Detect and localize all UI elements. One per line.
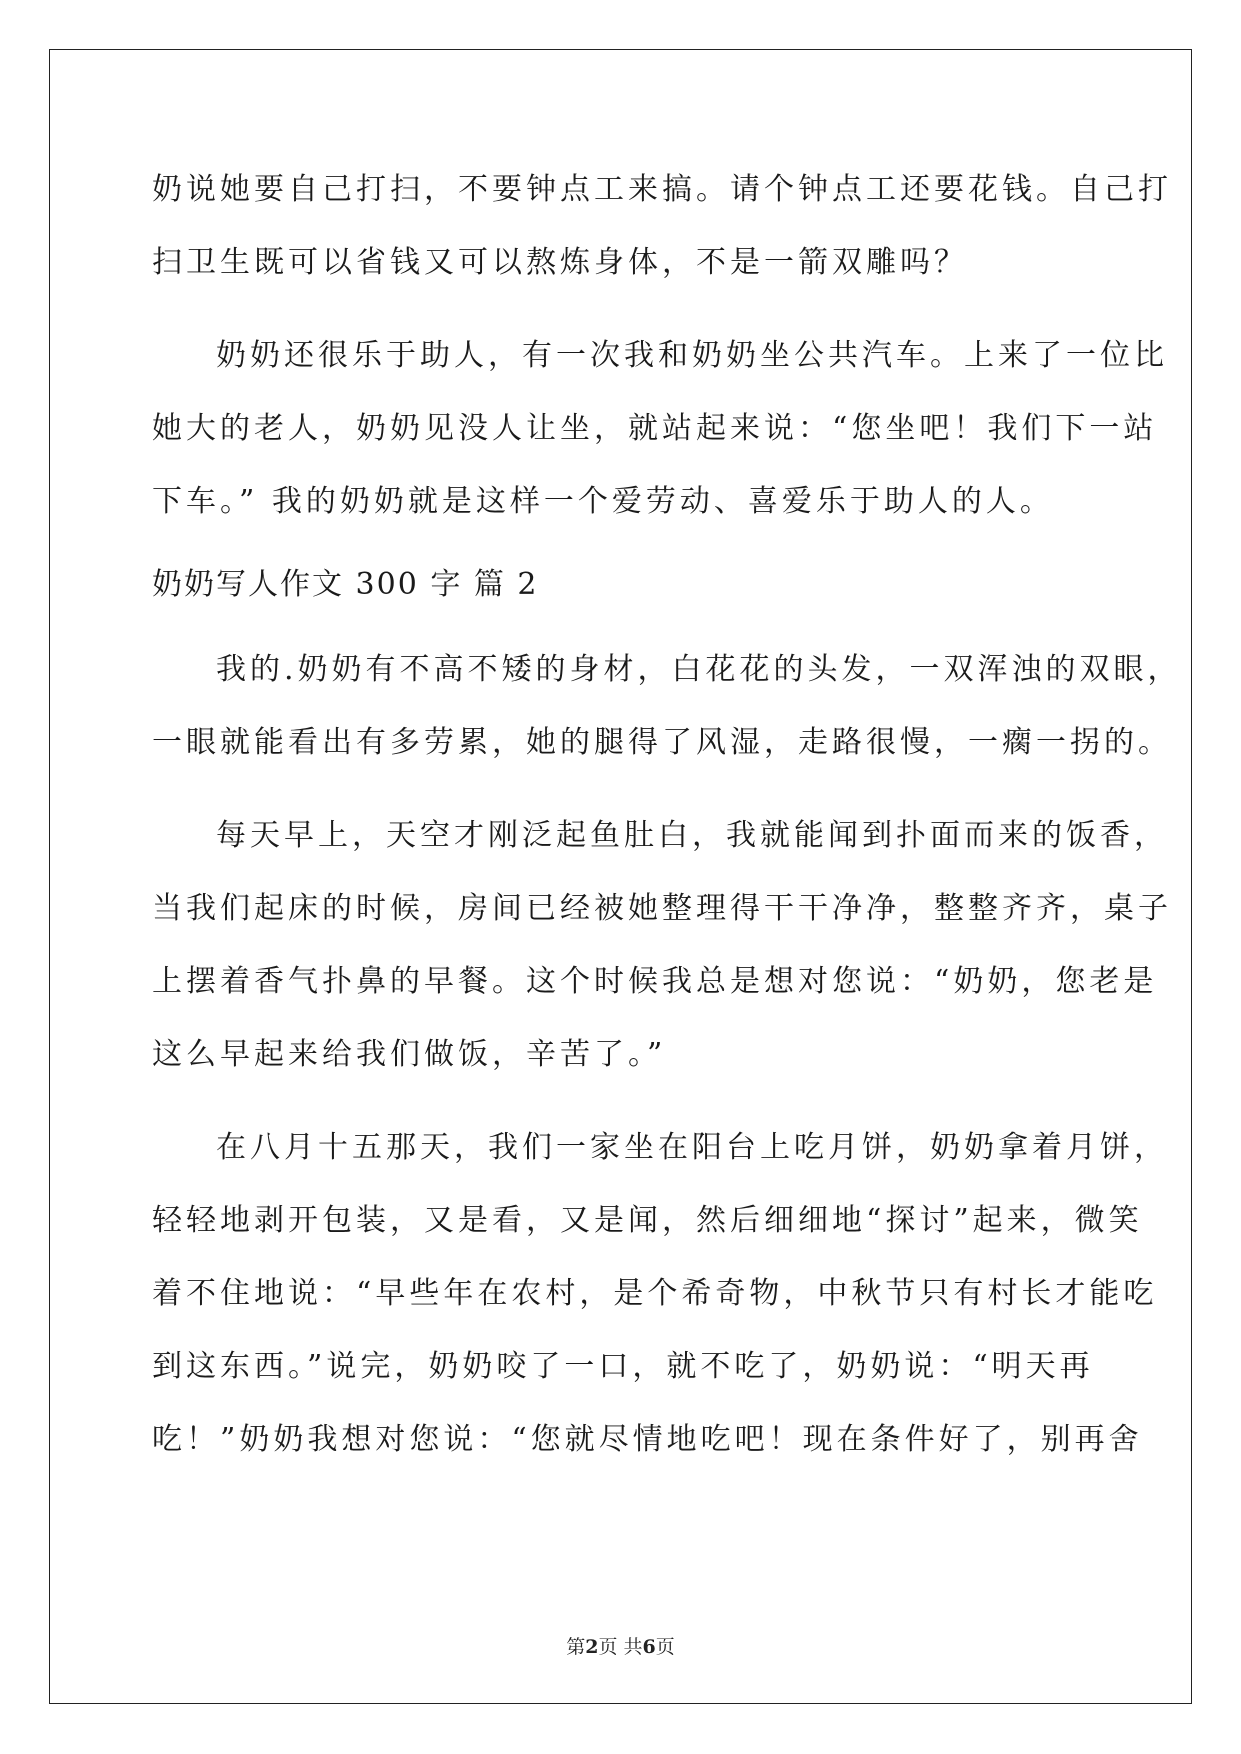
text-line: 每天早上，天空才刚泛起鱼肚白，我就能闻到扑面而来的饭香， xyxy=(216,818,1168,853)
footer-prefix: 第 xyxy=(566,1636,586,1658)
footer-suffix: 页 xyxy=(655,1636,675,1658)
text-line: 奶说她要自己打扫，不要钟点工来搞。请个钟点工还要花钱。自己打 xyxy=(152,172,1172,207)
current-page-number: 2 xyxy=(585,1636,599,1658)
text-line: 在八月十五那天，我们一家坐在阳台上吃月饼，奶奶拿着月饼， xyxy=(216,1130,1168,1165)
section-heading: 奶奶写人作文 300 字 篇 2 xyxy=(152,567,539,602)
text-line: 着不住地说：“早些年在农村，是个希奇物，中秋节只有村长才能吃 xyxy=(152,1276,1158,1311)
text-line: 吃！”奶奶我想对您说：“您就尽情地吃吧！现在条件好了，别再舍 xyxy=(152,1422,1143,1457)
text-line: 奶奶还很乐于助人，有一次我和奶奶坐公共汽车。上来了一位比 xyxy=(216,338,1168,373)
text-line: 扫卫生既可以省钱又可以熬炼身体，不是一箭双雕吗？ xyxy=(152,245,968,280)
text-line: 当我们起床的时候，房间已经被她整理得干干净净，整整齐齐，桌子 xyxy=(152,891,1172,926)
text-line: 她大的老人，奶奶见没人让坐，就站起来说：“您坐吧！我们下一站 xyxy=(152,411,1158,446)
text-line: 这么早起来给我们做饭，辛苦了。” xyxy=(152,1037,667,1072)
text-line: 我的.奶奶有不高不矮的身材，白花花的头发，一双浑浊的双眼， xyxy=(216,652,1182,687)
text-line: 一眼就能看出有多劳累，她的腿得了风湿，走路很慢，一瘸一拐的。 xyxy=(152,725,1172,760)
footer-mid: 页 共 xyxy=(598,1636,643,1658)
text-line: 轻轻地剥开包装，又是看，又是闻，然后细细地“探讨”起来，微笑 xyxy=(152,1203,1143,1238)
total-pages-number: 6 xyxy=(642,1636,656,1658)
text-line: 下车。” 我的奶奶就是这样一个爱劳动、喜爱乐于助人的人。 xyxy=(152,484,1054,519)
text-line: 上摆着香气扑鼻的早餐。这个时候我总是想对您说：“奶奶，您老是 xyxy=(152,964,1158,999)
page-footer xyxy=(0,1635,1241,1659)
text-line: 到这东西。”说完，奶奶咬了一口，就不吃了，奶奶说：“明天再 xyxy=(152,1349,1094,1384)
